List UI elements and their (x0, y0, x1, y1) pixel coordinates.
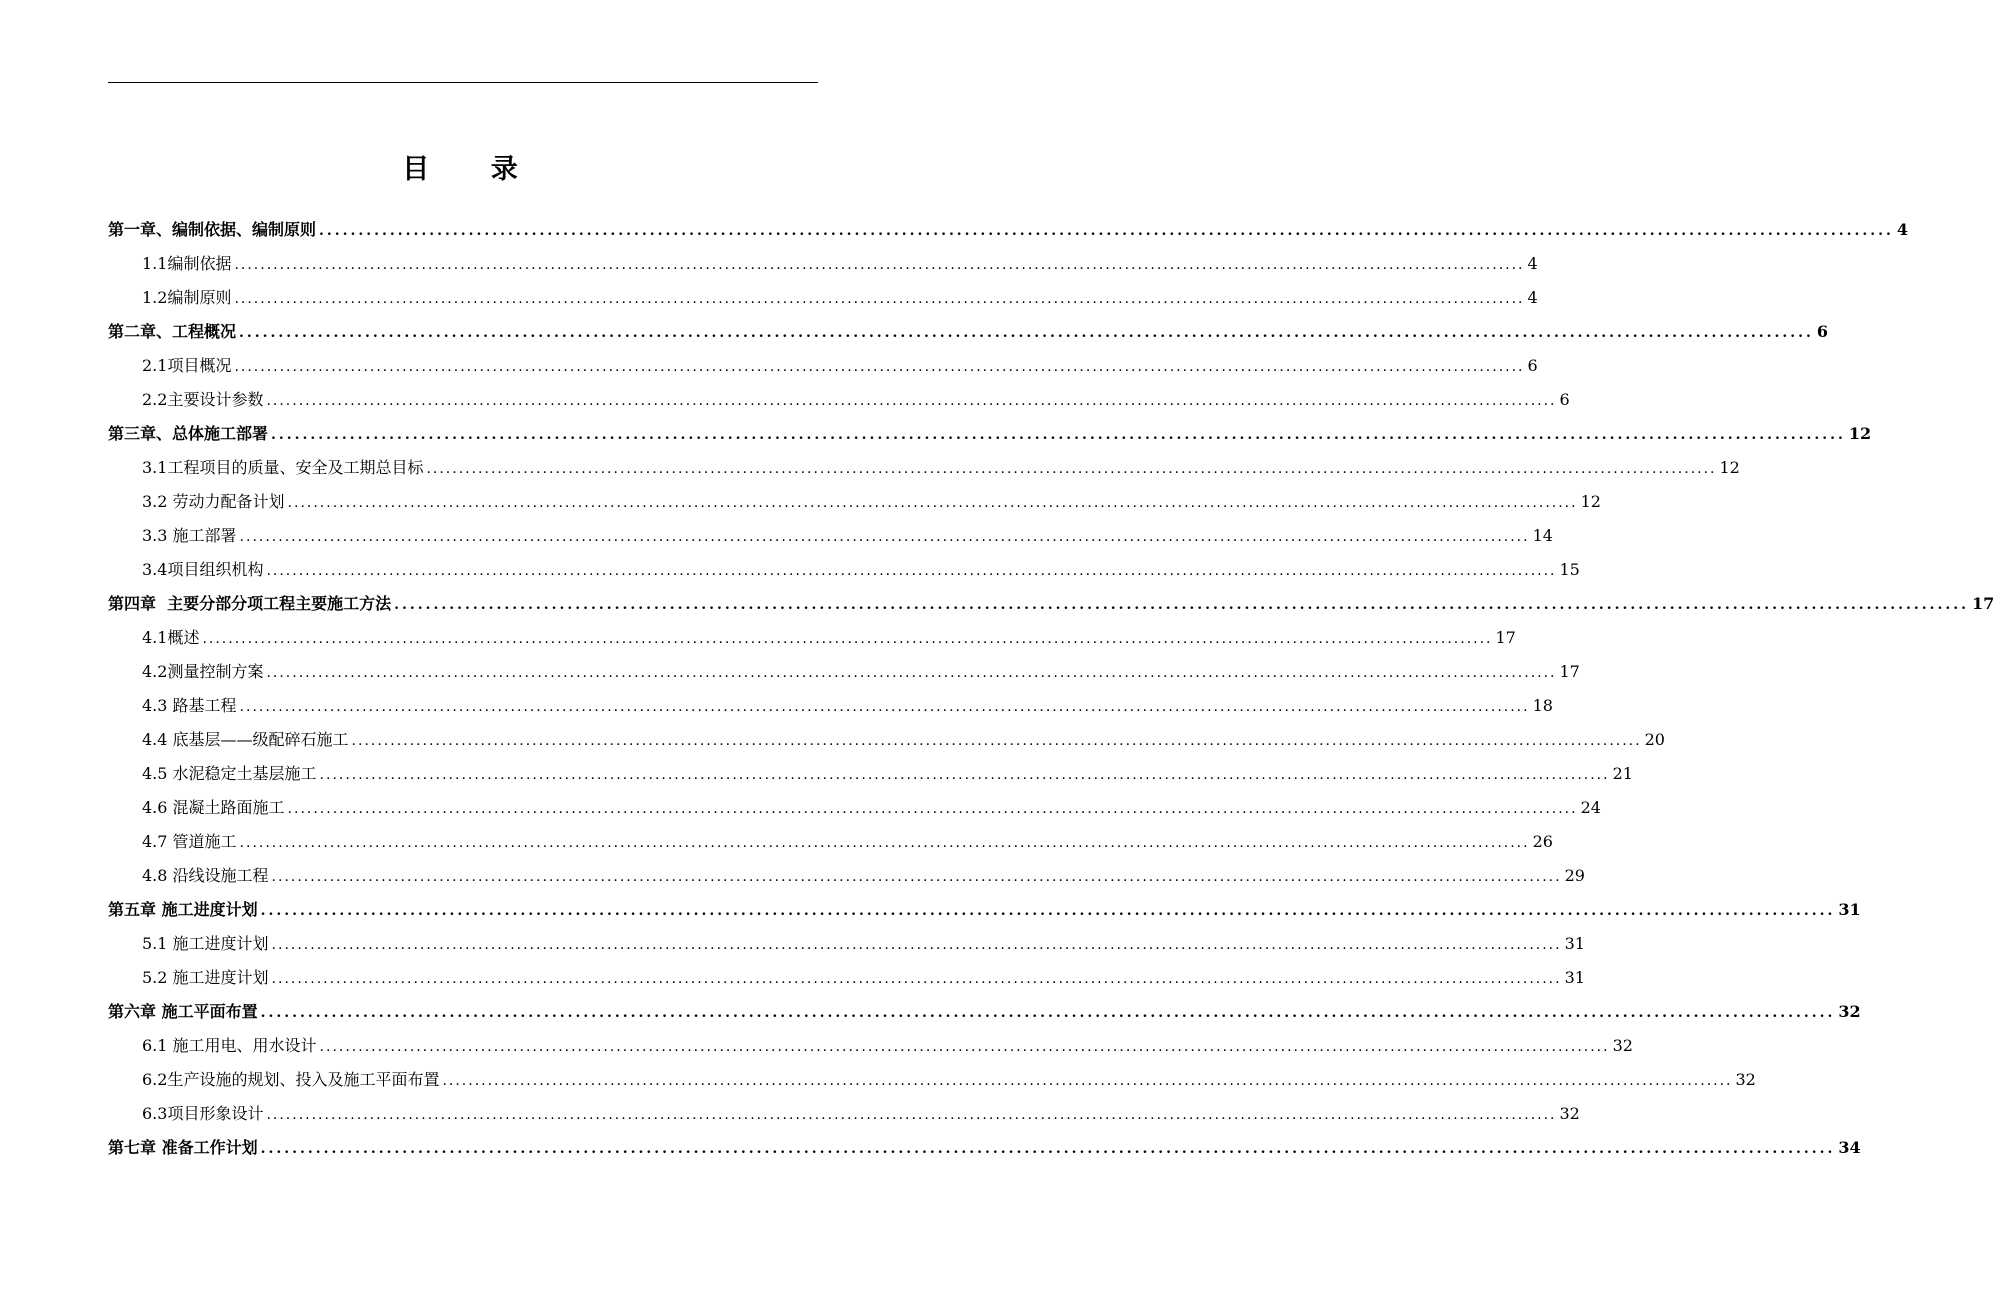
toc-dot-leader: ........................................................................................................................................................................................................ (271, 869, 1562, 885)
toc-entry-text: 4.5 水泥稳定土基层施工 (142, 764, 317, 783)
toc-entry-text: 1.2编制原则 (142, 288, 232, 307)
toc-dot-leader: ........................................................................................................................................................................................................ (260, 1005, 1836, 1021)
toc-dot-leader: ........................................................................................................................................................................................................ (234, 359, 1525, 375)
toc-section-entry[interactable] (108, 791, 1601, 825)
toc-entry-text: 第五章 施工进度计划 (108, 900, 258, 919)
toc-section-entry[interactable] (108, 485, 1601, 519)
toc-entry-text: 4.3 路基工程 (142, 696, 237, 715)
toc-dot-leader: ........................................................................................................................................................................................................ (287, 495, 1578, 511)
toc-section-entry[interactable] (108, 1063, 1756, 1097)
toc-section-entry[interactable] (108, 757, 1633, 791)
toc-page-number: 17 (1495, 628, 1516, 647)
toc-section-entry[interactable] (108, 655, 1580, 689)
toc-title: 目 录 (402, 154, 544, 186)
toc-page-number: 6 (1527, 356, 1538, 375)
toc-section-entry[interactable] (108, 281, 1538, 315)
toc-entry-text: 第四章 主要分部分项工程主要施工方法 (108, 594, 392, 613)
toc-dot-leader: ........................................................................................................................................................................................................ (426, 461, 1717, 477)
toc-page-number: 4 (1896, 220, 1908, 239)
toc-entry-text: 4.8 沿线设施工程 (142, 866, 269, 885)
toc-page-number: 20 (1644, 730, 1665, 749)
toc-chapter-entry[interactable] (108, 1131, 1861, 1165)
toc-section-entry[interactable] (108, 961, 1585, 995)
toc-dot-leader: ........................................................................................................................................................................................................ (287, 801, 1578, 817)
toc-chapter-entry[interactable] (108, 587, 1994, 621)
toc-page-number: 17 (1971, 594, 1994, 613)
toc-entry-text: 第一章、编制依据、编制原则 (108, 220, 317, 239)
toc-entry-text: 4.1概述 (142, 628, 200, 647)
toc-list (108, 213, 1994, 1165)
toc-entry-text: 6.1 施工用电、用水设计 (142, 1036, 317, 1055)
toc-entry-text: 3.4项目组织机构 (142, 560, 264, 579)
toc-page-number: 15 (1559, 560, 1580, 579)
toc-page-number: 21 (1612, 764, 1633, 783)
toc-dot-leader: ........................................................................................................................................................................................................ (266, 665, 1557, 681)
toc-page-number: 12 (1580, 492, 1601, 511)
toc-page-number: 18 (1532, 696, 1553, 715)
toc-dot-leader: ........................................................................................................................................................................................................ (266, 1107, 1557, 1123)
toc-dot-leader: ........................................................................................................................................................................................................ (239, 529, 1530, 545)
toc-entry-text: 3.2 劳动力配备计划 (142, 492, 285, 511)
toc-dot-leader: ........................................................................................................................................................................................................ (239, 699, 1530, 715)
toc-chapter-entry[interactable] (108, 417, 1872, 451)
toc-entry-text: 2.1项目概况 (142, 356, 232, 375)
toc-chapter-entry[interactable] (108, 995, 1861, 1029)
toc-entry-text: 4.7 管道施工 (142, 832, 237, 851)
toc-entry-text: 2.2主要设计参数 (142, 390, 264, 409)
toc-dot-leader: ........................................................................................................................................................................................................ (202, 631, 1493, 647)
toc-page-number: 14 (1532, 526, 1553, 545)
toc-entry-text: 3.3 施工部署 (142, 526, 237, 545)
toc-dot-leader: ........................................................................................................................................................................................................ (260, 903, 1836, 919)
toc-entry-text: 6.3项目形象设计 (142, 1104, 264, 1123)
toc-page-number: 26 (1532, 832, 1553, 851)
toc-dot-leader: ........................................................................................................................................................................................................ (234, 257, 1525, 273)
toc-section-entry[interactable] (108, 859, 1585, 893)
toc-section-entry[interactable] (108, 383, 1570, 417)
toc-entry-text: 6.2生产设施的规划、投入及施工平面布置 (142, 1070, 440, 1089)
toc-entry-text: 4.2测量控制方案 (142, 662, 264, 681)
toc-dot-leader: ........................................................................................................................................................................................................ (239, 835, 1530, 851)
toc-page-number: 12 (1719, 458, 1740, 477)
toc-section-entry[interactable] (108, 553, 1580, 587)
toc-section-entry[interactable] (108, 689, 1553, 723)
toc-section-entry[interactable] (108, 621, 1516, 655)
toc-page-number: 6 (1559, 390, 1570, 409)
toc-page-number: 6 (1816, 322, 1828, 341)
toc-section-entry[interactable] (108, 349, 1538, 383)
toc-entry-text: 5.1 施工进度计划 (142, 934, 269, 953)
toc-dot-leader: ........................................................................................................................................................................................................ (319, 1039, 1610, 1055)
toc-page-number: 31 (1564, 934, 1585, 953)
toc-section-entry[interactable] (108, 1029, 1633, 1063)
toc-entry-text: 4.6 混凝土路面施工 (142, 798, 285, 817)
toc-section-entry[interactable] (108, 825, 1553, 859)
toc-section-entry[interactable] (108, 247, 1538, 281)
toc-page-number: 32 (1735, 1070, 1756, 1089)
toc-page-number: 4 (1527, 254, 1538, 273)
toc-dot-leader: ........................................................................................................................................................................................................ (394, 597, 1969, 613)
toc-page-number: 17 (1559, 662, 1580, 681)
toc-chapter-entry[interactable] (108, 315, 1828, 349)
toc-entry-text: 第七章 准备工作计划 (108, 1138, 258, 1157)
toc-chapter-entry[interactable] (108, 893, 1861, 927)
toc-dot-leader: ........................................................................................................................................................................................................ (266, 393, 1557, 409)
toc-dot-leader: ........................................................................................................................................................................................................ (271, 427, 1846, 443)
toc-dot-leader: ........................................................................................................................................................................................................ (319, 767, 1610, 783)
toc-dot-leader: ........................................................................................................................................................................................................ (266, 563, 1557, 579)
toc-dot-leader: ........................................................................................................................................................................................................ (260, 1141, 1836, 1157)
toc-section-entry[interactable] (108, 723, 1665, 757)
toc-entry-text: 4.4 底基层——级配碎石施工 (142, 730, 349, 749)
toc-entry-text: 第六章 施工平面布置 (108, 1002, 258, 1021)
toc-dot-leader: ........................................................................................................................................................................................................ (271, 971, 1562, 987)
toc-page-number: 32 (1612, 1036, 1633, 1055)
toc-page-number: 12 (1848, 424, 1872, 443)
toc-chapter-entry[interactable] (108, 213, 1908, 247)
toc-page-number: 34 (1838, 1138, 1861, 1157)
toc-section-entry[interactable] (108, 1097, 1580, 1131)
toc-dot-leader: ........................................................................................................................................................................................................ (239, 325, 1814, 341)
toc-section-entry[interactable] (108, 927, 1585, 961)
toc-page-number: 32 (1838, 1002, 1861, 1021)
toc-page-number: 29 (1564, 866, 1585, 885)
toc-section-entry[interactable] (108, 451, 1740, 485)
toc-entry-text: 第三章、总体施工部署 (108, 424, 269, 443)
toc-dot-leader: ........................................................................................................................................................................................................ (351, 733, 1642, 749)
toc-page-number: 31 (1838, 900, 1861, 919)
toc-page-number: 24 (1580, 798, 1601, 817)
toc-dot-leader: ........................................................................................................................................................................................................ (234, 291, 1525, 307)
toc-page-number: 31 (1564, 968, 1585, 987)
toc-section-entry[interactable] (108, 519, 1553, 553)
toc-entry-text: 3.1工程项目的质量、安全及工期总目标 (142, 458, 424, 477)
header-rule (108, 82, 818, 83)
toc-page-number: 4 (1527, 288, 1538, 307)
toc-dot-leader: ........................................................................................................................................................................................................ (271, 937, 1562, 953)
toc-entry-text: 第二章、工程概况 (108, 322, 237, 341)
toc-entry-text: 5.2 施工进度计划 (142, 968, 269, 987)
toc-dot-leader: ........................................................................................................................................................................................................ (319, 223, 1894, 239)
toc-dot-leader: ........................................................................................................................................................................................................ (442, 1073, 1733, 1089)
toc-page-number: 32 (1559, 1104, 1580, 1123)
toc-entry-text: 1.1编制依据 (142, 254, 232, 273)
